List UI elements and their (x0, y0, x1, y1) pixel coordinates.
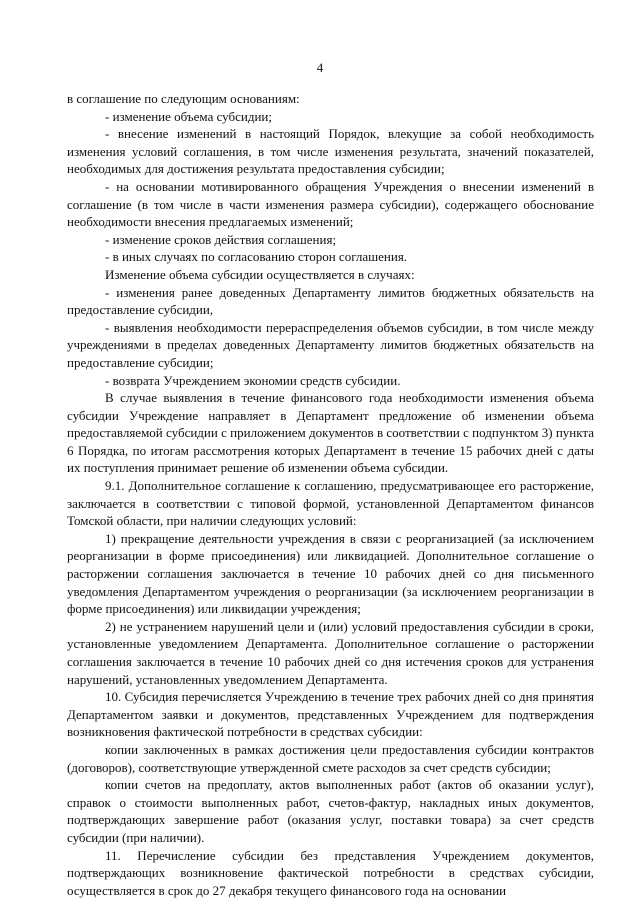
paragraph: - изменение объема субсидии; (105, 108, 272, 124)
paragraph: - возврата Учреждением экономии средств субсидии. (105, 372, 401, 388)
paragraph: В случае выявления в течение финансового года необходимости изменения объема субсидии Учреждение направляет в Департамент предложение об изменении объема предоставляемой субсидии с приложением документов в соответствии с подпунктом 3) пункта 6 Порядка, по итогам рассмотрения которых Департамент в течение 15 рабочих дней с даты их поступления принимает решение об изменении объема субсидии. (67, 390, 594, 476)
paragraph: 10. Субсидия перечисляется Учреждению в течение трех рабочих дней со дня принятия Департаментом заявки и документов, представленных Учреждением для подтверждения возникновения фактической потребности в средствах субсидии: (67, 689, 594, 740)
paragraph: 2) не устранением нарушений цели и (или) условий предоставления субсидии в сроки, установленные уведомлением Департамента. Дополнительное соглашение о расторжении соглашения заключается в течение 10 рабочих дней со дня истечения сроков для устранения нарушений, установленных уведомлением Департамента. (67, 618, 594, 687)
paragraph: 9.1. Дополнительное соглашение к соглашению, предусматривающее его расторжение, заключается в соответствии с типовой формой, установленной Департаментом финансов Томской области, при наличии следующих условий: (67, 478, 594, 529)
paragraph: 1) прекращение деятельности учреждения в связи с реорганизацией (за исключением реорганизации в форме присоединения) или ликвидацией. Дополнительное соглашение о расторжении соглашения заключается в течение 10 рабочих дней со дня письменного уведомления Департаментом учреждения о реорганизации (за исключением реорганизации в форме присоединения) или ликвидации учреждения; (67, 530, 594, 617)
paragraph: 11. Перечисление субсидии без представления Учреждением документов, подтверждающих возникновение фактической потребности в средствах субсидии, осуществляется в срок до 27 декабря текущего финансового года на основании (67, 847, 594, 898)
paragraph: - изменения ранее доведенных Департаменту лимитов бюджетных обязательств на предоставление субсидии, (67, 284, 594, 318)
paragraph: Изменение объема субсидии осуществляется в случаях: (105, 266, 415, 282)
paragraph: копии заключенных в рамках достижения цели предоставления субсидии контрактов (договоров), соответствующие утвержденной смете расходов за счет средств субсидии; (67, 741, 594, 775)
paragraph: - в иных случаях по согласованию сторон соглашения. (105, 249, 408, 265)
document-body (67, 90, 594, 899)
paragraph: в соглашение по следующим основаниям: (67, 91, 300, 106)
page-number: 4 (316, 60, 324, 75)
paragraph: - внесение изменений в настоящий Порядок, влекущие за собой необходимость изменения условий соглашения, в том числе изменения результата, значений показателей, необходимых для достижения результата предоставления субсидии; (67, 126, 594, 177)
paragraph: - на основании мотивированного обращения Учреждения о внесении изменений в соглашение (в том числе в части изменения размера субсидии), содержащего обоснование необходимости внесения предлагаемых изменений; (67, 178, 594, 230)
paragraph: - выявления необходимости перераспределения объемов субсидии, в том числе между учреждениями в пределах доведенных Департаменту лимитов бюджетных обязательств на предоставление субсидии; (67, 319, 594, 370)
paragraph: - изменение сроков действия соглашения; (105, 231, 337, 247)
paragraph: копии счетов на предоплату, актов выполненных работ (актов об оказании услуг), справок о стоимости выполненных работ, счетов-фактур, накладных иных документов, подтверждающих завершение работ (оказания услуг, поставки товара) за счет средств субсидии (при наличии). (67, 777, 594, 845)
